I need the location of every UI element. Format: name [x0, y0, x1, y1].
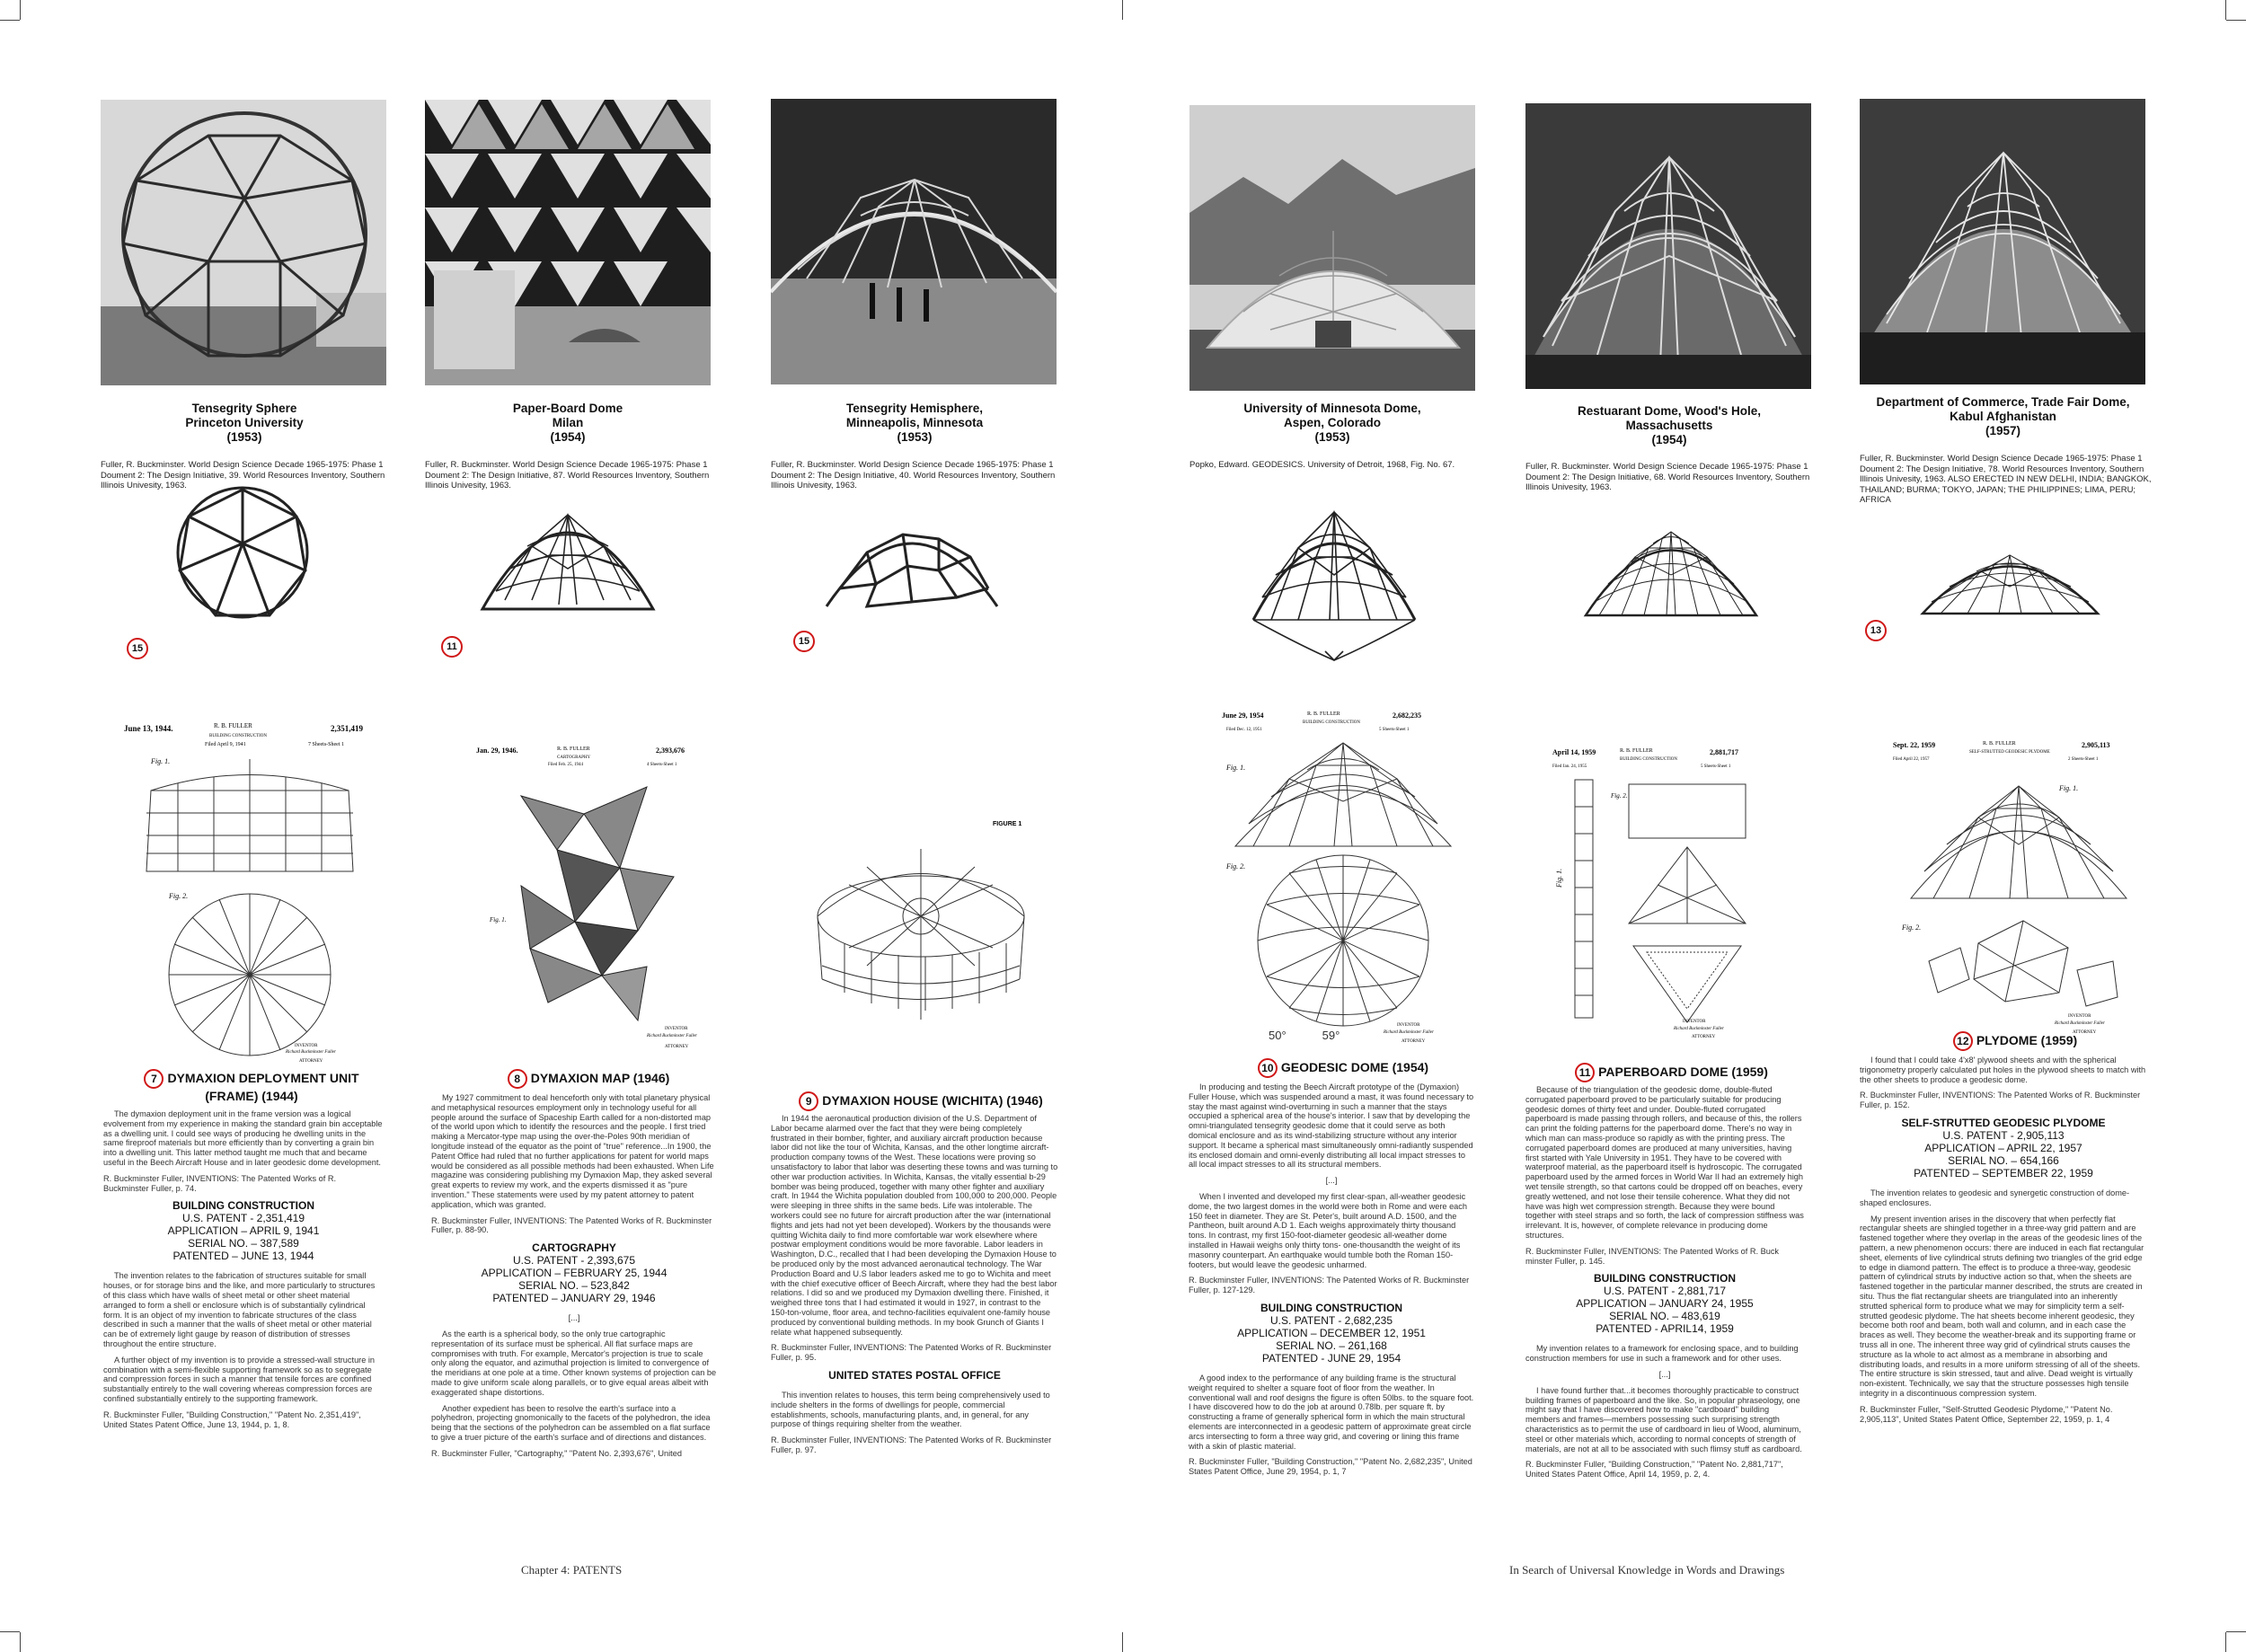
footer-chapter: Chapter 4: PATENTS: [521, 1563, 623, 1577]
patent-sheets: 4 Sheets-Sheet 1: [647, 763, 677, 767]
patent-sheets: 5 Sheets-Sheet 1: [1379, 728, 1410, 732]
photo-university-minnesota-dome: [1189, 105, 1475, 391]
column-title: Tensegrity Hemisphere, Minneapolis, Minnesota (1953): [845, 402, 984, 444]
patent-inventor-name: R. B. FULLER: [1307, 711, 1340, 717]
paperboard-dome-drawing: [478, 492, 658, 618]
figure-label: Fig. 2.: [1902, 923, 1922, 932]
crop-mark: [2225, 1632, 2226, 1652]
patent-title: 11 PAPERBOARD DOME (1959): [1561, 1063, 1782, 1082]
crop-mark: [2225, 0, 2226, 20]
column-title: University of Minnesota Dome, Aspen, Colorado (1953): [1243, 402, 1421, 444]
patent-filed: Filed April 22, 1957: [1893, 757, 1930, 762]
patent-drawing-paperboard-dome: [1548, 744, 1773, 1040]
patent-number: 2,351,419: [331, 724, 363, 733]
patent-spec: BUILDING CONSTRUCTION U.S. PATENT - 2,881,717 APPLICATION – JANUARY 24, 1955 SERIAL NO. – 483,619 PATENTED - APRIL14, 1959: [1576, 1272, 1754, 1336]
patent-number: 2,682,235: [1393, 711, 1421, 720]
patent-spec: UNITED STATES POSTAL OFFICE: [828, 1368, 1001, 1382]
inventor-label: INVENTOR: [1397, 1023, 1420, 1028]
inventor-signature: Richard Buckminster Fuller: [1384, 1030, 1434, 1035]
patent-filed: Filed Dec. 12, 1951: [1226, 728, 1262, 732]
patent-title: 9 DYMAXION HOUSE (WICHITA) (1946): [782, 1091, 1060, 1111]
patent-number: 2,881,717: [1710, 748, 1738, 756]
patent-date: June 13, 1944.: [124, 724, 173, 733]
patent-inventor-name: R. B. FULLER: [1620, 748, 1653, 754]
photo-reference: Fuller, R. Buckminster. World Design Science Decade 1965-1975: Phase 1 Doument 2: The Design Initiative, 68. World Resources Inventory, Southern Illinois Univesity, 1963.: [1525, 462, 1810, 492]
patent-title: 8 DYMAXION MAP (1946): [490, 1069, 687, 1089]
patent-filed: Filed Jan. 24, 1955: [1552, 764, 1587, 769]
figure-number-badge: 13: [1865, 620, 1887, 641]
patent-date: June 29, 1954: [1222, 711, 1264, 720]
patent-filed: Filed Feb. 25, 1944: [548, 763, 584, 767]
patent-inventor-name: R. B. FULLER: [214, 722, 252, 729]
tensegrity-hemisphere-drawing: [822, 508, 1002, 615]
photo-reference: Fuller, R. Buckminster. World Design Science Decade 1965-1975: Phase 1 Doument 2: The Design Initiative, 39. World Resources Inventory, Southern Illinois Univesity, 1963.: [101, 460, 385, 490]
patent-number: 2,905,113: [2082, 741, 2110, 749]
inventor-label: INVENTOR: [665, 1027, 688, 1031]
patent-body-text: I found that I could take 4'x8' plywood sheets and with the spherical trigonometry properly calculated put holes in the plywood sheets to match with the other sheets to produce a geodesic dome. R. Buckminster Fuller, INVENTIONS: The Patented Works of R. Buckminster Fuller, p. 152. SELF-STRUTTED GEODESIC PLYDOME U.S. PATENT - 2,905,113 APPLICATION – APRIL 22, 1957 SERIAL NO. – 654,166 PATENTED – SEPTEMBER 22, 1959 The invention relates to geodesic and synergetic construction of dome-shaped enclosures. My present invention arises in the discovery that when perfectly flat rectangular sheets are shingled together in a three-way grid pattern and are fastened together where they overlap in the areas of the geodesic lines of the pattern, a new phenomenon occurs: there are induced in each flat rectangular sheet, elements of live cylindrical struts defining two triangles of the grid edge to edge in diamond pattern. The effect is to produce a three-way, geodesic pattern of cylindrical struts by inductive action so that, when the sheets are fastened together in the particular manner described, the struts are created in situ. Thus the flat rectangular sheets are triangulated into an inherently strutted spherical form to produce what we may for simplicity term a self-strutted geodesic plydome. The hat sheets become inherent geodesic, they become both roof and beam, both wall and column, and in each case the braces as well. They become the weather-break and its supporting frame or truss all in one. The inherent three way grid of cylindrical struts causes the structure as la whole to act almost as a membrane in absorbing and distributing loads, and results in a more uniform stressing of all of the sheets. The entire structure is skin stressed, taut and alive. Dead weight is virtually non-existent. Technically, we say that the structure possesses high tensile integrity in a discontinuous compression system. R. Buckminster Fuller, "Self-Strutted Geodesic Plydome," "Patent No. 2,905,113", United States Patent Office, September 22, 1959, p. 1, 4: [1860, 1056, 2146, 1424]
attorney-label: ATTORNEY: [665, 1045, 689, 1049]
figure-label: Fig. 2.: [169, 892, 189, 900]
inventor-label: INVENTOR: [2068, 1014, 2091, 1019]
patent-filed: Filed April 9, 1941: [205, 742, 246, 747]
patent-subject: BUILDING CONSTRUCTION: [1620, 757, 1678, 762]
patent-body-text: In 1944 the aeronautical production division of the U.S. Department of Labor became alarmed over the fact that they were being completely frustrated in their bomber, fighter, and auxiliary aircraft production because labor did not like the tour of Wichita, Kansas, and the other longtime aircraft-production company towns of the West. These locations were proving so unsatisfactory to labor that labor was deserting these towns and was turning to other war production activities. In Wichita, Kansas, the vitally essential b-29 bomber was being produced, together with many other fighter and auxiliary craft. In 1944 the Wichita population doubled from 100,000 to 200,000. People were sleeping in three shifts in the same beds. Life was intolerable. The workers could see no future for aircraft production after the war (international flights and jets had not yet been developed). Workers by the thousands were quitting Wichita daily to find more comfortable war work elsewhere where postwar employment conditions would be more favorable. Labor leaders in Washington, D.C., recalled that I had been developing the Dymaxion House to be produced only by the most advanced aeronautical technology. The War Production Board and U.S labor leaders asked me to go to Wichita and meet with the chief executive officer of Beech Aircraft, where they had the best labor relations. I did so and we produced my Dymaxion dwelling there. Finished, it weighed three tons that I had estimated it would in 1927, in contrast to the 150-ton-volume, floor area, and techno-facilities equivalent one-family house produced by conventional building methods. In my book Grunch of Giants I relate what happened subsequently. R. Buckminster Fuller, INVENTIONS: The Patented Works of R. Buckminster Fuller, p. 95. UNITED STATES POSTAL OFFICE This invention relates to houses, this term being comprehensively used to include shelters in the forms of dwellings for people, commercial establishments, schools, manufacturing plants, and, in general, for any purpose of things requiring shelter from the weather. R. Buckminster Fuller, INVENTIONS: The Patented Works of R. Buckminster Fuller, p. 97.: [771, 1114, 1058, 1454]
crop-mark: [2226, 1631, 2246, 1632]
crop-mark: [1122, 1632, 1123, 1652]
crop-mark: [0, 1631, 20, 1632]
crop-mark: [1122, 0, 1123, 20]
figure-label: Fig. 1.: [1226, 764, 1246, 772]
patent-body-text: My 1927 commitment to deal henceforth only with total planetary physical and metaphysical resources employment only in technology useful for all people around the surface of Spaceship Earth called for a non-distorted map of the world upon which to identify the resources and the people. I first tried making a Mercator-type map using the over-the-Poles 90th meridian of longitude instead of the equator as the point of "true" reference...In 1900, the Patent Office had ruled that no further applications for patent for world maps would be considered as all possible methods had been exhausted. When Life magazine was considering publishing my Dymaxion Map, they asked several great experts to review my work, and the experts dismissed it as "pure invention." These statements were used by my patent attorney to patent application, which was granted. R. Buckminster Fuller, INVENTIONS: The Patented Works of R. Buckminster Fuller, p. 88-90. CARTOGRAPHY U.S. PATENT - 2,393,675 APPLICATION – FEBRUARY 25, 1944 SERIAL NO. – 523,842 PATENTED – JANUARY 29, 1946 [...] As the earth is a spherical body, so the only true cartographic representation of its surface must be spherical. All flat surface maps are compromises with truth. For example, Mercator's projection is true to scale only along the equator, and azimuthal projection is limited to convergence of the meridians at one pole at a time. Other known systems of projection can be made to give uniform scale along parallels, or to give equal areas albeit with exaggerated shape distortions. Another expedient has been to resolve the earth's surface into a polyhedron, projecting gnomonically to the facets of the polyhedron, the idea being that the sections of the polyhedron can be assembled on a flat surface to give a truer picture of the earth's surface and of directions and distances. R. Buckminster Fuller, "Cartography," "Patent No. 2,393,676", United: [431, 1093, 717, 1458]
attorney-label: ATTORNEY: [2073, 1030, 2097, 1035]
patent-title: 12 PLYDOME (1959): [1930, 1031, 2100, 1051]
patent-drawing-plydome: [1888, 737, 2149, 1038]
plydome-drawing: [1918, 546, 2102, 618]
footer-book-title: In Search of Universal Knowledge in Words and Drawings: [1509, 1563, 1785, 1577]
photo-tensegrity-sphere: [101, 100, 386, 385]
photo-reference: Fuller, R. Buckminster. World Design Science Decade 1965-1975: Phase 1 Doument 2: The Design Initiative, 40. World Resources Inventory, Southern Illinois Univesity, 1963.: [771, 460, 1056, 490]
patent-body-text: In producing and testing the Beech Aircraft prototype of the (Dymaxion) Fuller House, which was suspended around a mast, it was found necessary to stay the mast against wind-overturning in such a manner that the stays occupied a spherical area of the house's interior. I saw that by developing the omni-triangulated tensegrity geodesic dome that it could serve as both domical enclosure and as its wind-stabilizing structure without any interior support. It became a spherical mast simultaneously omni-radiantly suspended its enclosed domain and omni-evenly distributing all local impact stresses to all local impact stresses to all its structural members. [...] When I invented and developed my first clear-span, all-weather geodesic dome, the two largest domes in the world were both in Rome and were each 150 feet in diameter. They are St. Peter's, built around A.D. 1500, and the Pantheon, built around A.D 1. Each weighs approximately thirty thousand tons. In contrast, my first 150-foot-diameter geodesic all-weather dome installed in Hawaii weighs only thirty tons- one-thousandth the weight of its masonry counterpart. An earthquake would tumble both the Roman 150-footers, but would leave the geodesic unharmed. R. Buckminster Fuller, INVENTIONS: The Patented Works of R. Buckminster Fuller, p. 127-129. BUILDING CONSTRUCTION U.S. PATENT - 2,682,235 APPLICATION – DECEMBER 12, 1951 SERIAL NO. – 261,168 PATENTED - JUNE 29, 1954 A good index to the performance of any building frame is the structural weight required to shelter a square foot of floor from the weather. In conventional wall and roof designs the figure is often 50lbs. to the square foot. I have discovered how to do the job at around 0.78lb. per square ft. by constructing a frame of generally spherical form in which the main structural elements are interconnected in a geodesic pattern of approximate great circle arcs intersecting to form a three way grid, and covering or lining this frame with a skin of plastic material. R. Buckminster Fuller, "Building Construction," "Patent No. 2,682,235", United States Patent Office, June 29, 1954, p. 1, 7: [1189, 1082, 1474, 1477]
figure-label: Fig. 1.: [490, 916, 507, 923]
crop-mark: [20, 0, 21, 20]
patent-body-text: Because of the triangulation of the geodesic dome, double-fluted corrugated paperboard proved to be particularly suitable for producing geodesic domes of thirty feet and under. Double-fluted corrugated paperboard is made passing through rollers, and because of this, the rollers can print the folding patterns for the paperboard dome. There's no way in which man can mass-produce so rapidly as with the printing press. The corrugated paperboard domes are produced at many universities, having first started with Yale University in 1951. They have to be covered with waterproof material, as the paperboard itself is hydroscopic. The corrugated paperboard used by the armed forces in World War II had an extremely high wet tensile strength, so that cartons could be dropped off on beaches, every greatly wettened, and not lose their tensile coherence. What they did not have was high wet compression strength. Because they were bound together with steel straps and so forth, the lack of compression stiffness was irrelevant. It is, however, of complete relevance in producing dome structures. R. Buckminster Fuller, INVENTIONS: The Patented Works of R. Buck minster Fuller, p. 145. BUILDING CONSTRUCTION U.S. PATENT - 2,881,717 APPLICATION – JANUARY 24, 1955 SERIAL NO. – 483,619 PATENTED - APRIL14, 1959 My invention relates to a framework for enclosing space, and to building construction members for use in such a framework and for other uses. [...] I have found further that...it becomes thoroughly practicable to construct building frames of paperboard and the like. So, in popular phraseology, one might say that I have discovered how to make "cardboard" building members and frames—members possessing such surprising strength characteristics as to permit the use of cardboard in lieu of Wood, aluminum, steel or other materials which, according to normal concepts of strength of materials, are not at all to be associated with such flimsy stuff as cardboard. R. Buckminster Fuller, "Building Construction," "Patent No. 2,881,717", United States Patent Office, April 14, 1959, p. 2, 4.: [1525, 1085, 1804, 1480]
patent-drawing-dymaxion-map: [467, 742, 723, 1061]
attorney-label: ATTORNEY: [299, 1059, 323, 1064]
patent-subject: BUILDING CONSTRUCTION: [209, 734, 268, 738]
figure-label: Fig. 1.: [151, 757, 171, 765]
photo-tensegrity-hemisphere: [771, 99, 1057, 384]
figure-number-badge: 15: [793, 631, 815, 652]
column-title: Restuarant Dome, Wood's Hole, Massachusetts (1954): [1578, 404, 1761, 446]
photo-reference: Fuller, R. Buckminster. World Design Science Decade 1965-1975: Phase 1 Doument 2: The Design Initiative, 87. World Resources Inventory, Southern Illinois Univesity, 1963.: [425, 460, 710, 490]
angle-labels: 50° 59°: [1269, 1029, 1340, 1042]
patent-subject: CARTOGRAPHY: [557, 755, 591, 760]
patent-inventor-name: R. B. FULLER: [557, 746, 590, 752]
column-title: Paper-Board Dome Milan (1954): [512, 402, 623, 444]
inventor-signature: Richard Buckminster Fuller: [2055, 1021, 2105, 1026]
patent-sheets: 5 Sheets-Sheet 1: [1701, 764, 1731, 769]
inventor-label: INVENTOR: [1683, 1020, 1706, 1024]
patent-spec: BUILDING CONSTRUCTION U.S. PATENT - 2,682,235 APPLICATION – DECEMBER 12, 1951 SERIAL NO. – 261,168 PATENTED - JUNE 29, 1954: [1237, 1301, 1426, 1365]
figure-label: Fig. 1.: [1555, 868, 1563, 888]
patent-spec: CARTOGRAPHY U.S. PATENT - 2,393,675 APPLICATION – FEBRUARY 25, 1944 SERIAL NO. – 523,842 PATENTED – JANUARY 29, 1946: [481, 1241, 668, 1305]
figure-label: Fig. 1.: [2059, 784, 2079, 792]
patent-spec: BUILDING CONSTRUCTION U.S. PATENT - 2,351,419 APPLICATION – APRIL 9, 1941 SERIAL NO. – 387,589 PATENTED – JUNE 13, 1944: [167, 1199, 320, 1263]
photo-restaurant-dome: [1525, 103, 1811, 389]
figure-number-badge: 15: [127, 638, 148, 659]
geodesic-dome-drawing: [1249, 494, 1419, 665]
patent-drawing-wichita-house: [795, 813, 1056, 1056]
patent-body-text: The dymaxion deployment unit in the frame version was a logical evolvement from my experience in making the standard grain bin acceptable as a dwelling unit. I could see ways of producing he dwelling units in the same fireproof materials but more efficiently than by converting a grain bin into a dwelling unit. This latter method taught me much that and became useful in the Beech Aircraft House and in later geodesic dome development. R. Buckminster Fuller, INVENTIONS: The Patented Works of R. Buckminster Fuller, p. 74. BUILDING CONSTRUCTION U.S. PATENT - 2,351,419 APPLICATION – APRIL 9, 1941 SERIAL NO. – 387,589 PATENTED – JUNE 13, 1944 The invention relates to the fabrication of structures suitable for small houses, or for storage bins and the like, and more particularly to structures of this class which have walls of sheet metal or other sheet material arranged to form a shell or enclosure which is of substantially cylindrical form. It is an object of my invention to fabricate structures of the class described in such a manner that the walls of sheet metal or other material can be of extremely light gauge by reason of distribution of stresses throughout the entire structure. A further object of my invention is to provide a stressed-wall structure in combination with a semi-flexible supporting framework so as to segregate and compression forces in such a manner that tensile forces are confined substantially entirely to the wall covering whereas compression forces are confined substantially entirely to the supporting framework. R. Buckminster Fuller, "Building Construction," "Patent No. 2,351,419", United States Patent Office, June 13, 1944, p. 1, 8.: [103, 1109, 383, 1429]
inventor-signature: Richard Buckminster Fuller: [286, 1050, 336, 1055]
crop-mark: [2226, 20, 2246, 21]
patent-title: 7 DYMAXION DEPLOYMENT UNIT (FRAME) (1944): [135, 1069, 368, 1104]
figure-label: Fig. 2.: [1226, 862, 1246, 870]
patent-drawing-ddu: [115, 719, 390, 1065]
patent-sheets: 2 Sheets-Sheet 1: [2068, 757, 2099, 762]
patent-date: April 14, 1959: [1552, 748, 1596, 756]
patent-date: Sept. 22, 1959: [1893, 741, 1936, 749]
patent-number: 2,393,676: [656, 746, 685, 755]
photo-paperboard-dome: [425, 100, 711, 385]
tensegrity-sphere-drawing: [162, 472, 323, 633]
attorney-label: ATTORNEY: [1692, 1035, 1716, 1039]
photo-reference: Popko, Edward. GEODESICS. University of Detroit, 1968, Fig. No. 67.: [1189, 460, 1455, 470]
inventor-label: INVENTOR: [295, 1044, 318, 1048]
figure-number-badge: 11: [441, 636, 463, 658]
patent-subject: SELF-STRUTTED GEODESIC PLYDOME: [1969, 750, 2050, 755]
patent-drawing-geodesic-dome: [1217, 707, 1478, 1047]
patent-inventor-name: R. B. FULLER: [1983, 741, 2016, 746]
paperboard-dome-framework-drawing: [1581, 521, 1761, 620]
patent-subject: BUILDING CONSTRUCTION: [1303, 720, 1361, 725]
column-title: Tensegrity Sphere Princeton University (1953): [185, 402, 304, 444]
figure-label: FIGURE 1: [993, 821, 1022, 827]
photo-reference: Fuller, R. Buckminster. World Design Science Decade 1965-1975: Phase 1 Doument 2: The Design Initiative, 78. World Resources Inventory, Southern Illinois Univesity, 1963. ALSO ERECTED IN NEW DELHI, INDIA; BANGKOK, THAILAND; BURMA; TOKYO, JAPAN; THE PHILIPPINES; LIMA, PERU; AFRICA: [1860, 454, 2152, 505]
figure-label: Fig. 2.: [1611, 792, 1628, 799]
photo-kabul-trade-fair-dome: [1860, 99, 2145, 384]
patent-date: Jan. 29, 1946.: [476, 746, 518, 755]
attorney-label: ATTORNEY: [1402, 1039, 1426, 1044]
patent-sheets: 7 Sheets-Sheet 1: [308, 742, 344, 747]
column-title: Department of Commerce, Trade Fair Dome, Kabul Afghanistan (1957): [1876, 395, 2130, 437]
patent-spec: SELF-STRUTTED GEODESIC PLYDOME U.S. PATENT - 2,905,113 APPLICATION – APRIL 22, 1957 SERIAL NO. – 654,166 PATENTED – SEPTEMBER 22, 1959: [1901, 1116, 2106, 1179]
patent-title: 10 GEODESIC DOME (1954): [1240, 1058, 1446, 1078]
inventor-signature: Richard Buckminster Fuller: [1674, 1027, 1724, 1031]
crop-mark: [0, 20, 20, 21]
crop-mark: [20, 1632, 21, 1652]
inventor-signature: Richard Buckminster Fuller: [647, 1034, 697, 1038]
